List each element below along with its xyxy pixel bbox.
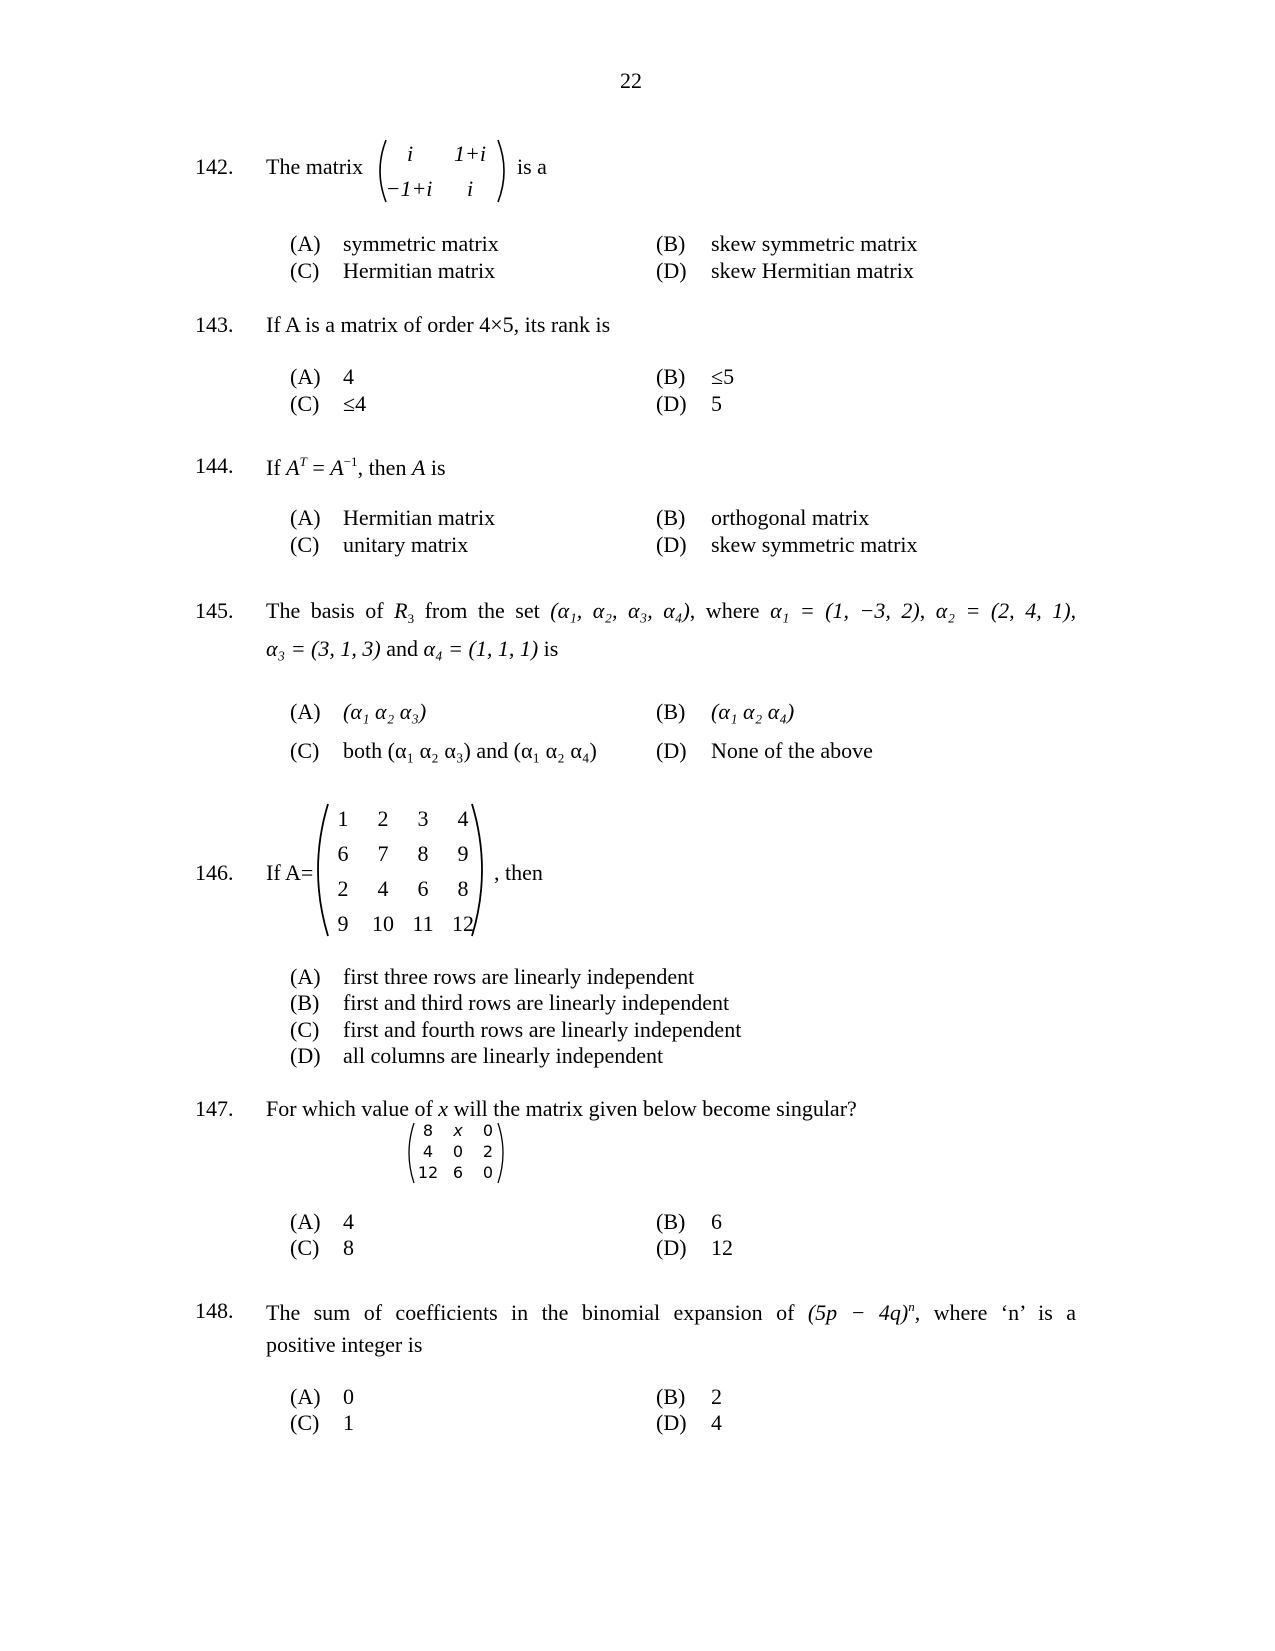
option-text: orthogonal matrix [711, 505, 870, 530]
question-number: 147. [195, 1096, 234, 1121]
question-number: 146. [195, 860, 234, 885]
option-label: (C) [290, 1410, 320, 1435]
matrix-cell: 10 [372, 911, 394, 936]
matrix-cell: 4 [377, 876, 389, 901]
option-label: (B) [656, 505, 686, 530]
question-text: α₃ = (3, 1, 3) and α₄ = (1, 1, 1) is [266, 636, 559, 661]
option-label: (D) [656, 532, 687, 557]
matrix-cell: 1 [337, 806, 349, 831]
option-text: Hermitian matrix [343, 258, 496, 283]
option-label: (C) [290, 1017, 320, 1042]
matrix-cell: 8 [422, 1121, 434, 1140]
option-label: (A) [290, 1384, 321, 1409]
matrix-cell: −1+i [385, 176, 433, 201]
option-text: 6 [711, 1209, 722, 1234]
option-text: (α₁ α₂ α₃) [343, 699, 427, 724]
option-label: (A) [290, 505, 321, 530]
option-label: (D) [656, 1410, 687, 1435]
option-text: skew Hermitian matrix [711, 258, 914, 283]
matrix-cell: i [466, 176, 474, 201]
option-text: first and third rows are linearly independent [343, 990, 730, 1015]
option-text: 1 [343, 1410, 354, 1435]
question-number: 143. [195, 312, 234, 337]
option-text: None of the above [711, 738, 873, 763]
option-label: (A) [290, 699, 321, 724]
option-label: (D) [656, 258, 687, 283]
option-text: first three rows are linearly independent [343, 964, 695, 989]
matrix-cell: 1+i [454, 141, 486, 166]
matrix-cell: 2 [337, 876, 349, 901]
question-number: 148. [195, 1298, 234, 1323]
option-label: (B) [290, 990, 320, 1015]
question-text: The sum of coefficients in the binomial expansion of $(5p - 4q)^n$, where ‘n’ is a [266, 1299, 1077, 1325]
page-number: 22 [620, 68, 642, 93]
question-text: If $A^T = A^{-1}$, then A is [266, 454, 446, 480]
option-label: (A) [290, 1209, 321, 1234]
matrix-cell: 6 [337, 841, 349, 866]
matrix-cell: 0 [452, 1142, 464, 1161]
matrix-cell: 0 [482, 1163, 494, 1182]
option-label: (C) [290, 258, 320, 283]
question-number: 142. [195, 154, 234, 179]
matrix-cell: 7 [377, 841, 389, 866]
option-label: (D) [656, 391, 687, 416]
matrix-cell: 11 [412, 911, 434, 936]
matrix-cell: 12 [417, 1163, 439, 1182]
option-text: 8 [343, 1235, 354, 1260]
option-label: (C) [290, 532, 320, 557]
question-text: If A is a matrix of order 4×5, its rank is [266, 312, 611, 337]
option-text: first and fourth rows are linearly independent [343, 1017, 742, 1042]
matrix-cell: 12 [452, 911, 474, 936]
matrix-cell: 6 [452, 1163, 464, 1182]
option-label: (D) [656, 1235, 687, 1260]
matrix-cell: 6 [417, 876, 429, 901]
question-text: The basis of $R_3$ from the set (α₁, α₂, α₃, α₄), where α₁ = (1, −3, 2), α₂ = (2, 4, 1), [266, 598, 1077, 626]
option-label: (C) [290, 391, 320, 416]
option-text: 12 [711, 1235, 733, 1260]
option-text: 4 [711, 1410, 722, 1435]
option-label: (D) [290, 1043, 321, 1068]
matrix-cell: i [406, 141, 414, 166]
option-text: symmetric matrix [343, 231, 499, 256]
option-label: (A) [290, 964, 321, 989]
option-text: ≤5 [711, 364, 735, 389]
option-label: (A) [290, 364, 321, 389]
question-text: The matrix [266, 154, 364, 179]
question-text: For which value of x will the matrix given below become singular? [266, 1096, 857, 1121]
option-text: skew symmetric matrix [711, 231, 918, 256]
option-text: skew symmetric matrix [711, 532, 918, 557]
option-text: 5 [711, 391, 722, 416]
matrix-cell: 2 [377, 806, 389, 831]
matrix-cell: x [453, 1121, 463, 1140]
option-label: (B) [656, 231, 686, 256]
option-text: (α₁ α₂ α₄) [711, 699, 795, 724]
option-label: (C) [290, 738, 320, 763]
matrix-cell: 8 [417, 841, 429, 866]
question-number: 145. [195, 598, 234, 623]
option-text: 4 [343, 1209, 354, 1234]
matrix-cell: 8 [457, 876, 469, 901]
option-text: 2 [711, 1384, 722, 1409]
option-label: (C) [290, 1235, 320, 1260]
question-text: If A= [266, 860, 314, 885]
question-number: 144. [195, 453, 234, 478]
option-text: both (α₁ α₂ α₃) and (α₁ α₂ α₄) [343, 738, 597, 763]
matrix-cell: 0 [482, 1121, 494, 1140]
option-text: unitary matrix [343, 532, 469, 557]
matrix-cell: 4 [422, 1142, 434, 1161]
option-label: (B) [656, 1384, 686, 1409]
option-text: all columns are linearly independent [343, 1043, 664, 1068]
option-text: ≤4 [343, 391, 367, 416]
matrix-cell: 2 [482, 1142, 494, 1161]
question-text: positive integer is [266, 1332, 423, 1357]
option-text: Hermitian matrix [343, 505, 496, 530]
matrix-cell: 9 [457, 841, 469, 866]
option-label: (D) [656, 738, 687, 763]
option-label: (A) [290, 231, 321, 256]
question-text: , then [494, 860, 543, 885]
matrix-cell: 9 [337, 911, 349, 936]
option-label: (B) [656, 364, 686, 389]
option-text: 4 [343, 364, 354, 389]
option-text: 0 [343, 1384, 354, 1409]
option-label: (B) [656, 1209, 686, 1234]
matrix-cell: 4 [457, 806, 469, 831]
matrix-cell: 3 [417, 806, 429, 831]
question-text: is a [517, 154, 547, 179]
option-label: (B) [656, 699, 686, 724]
